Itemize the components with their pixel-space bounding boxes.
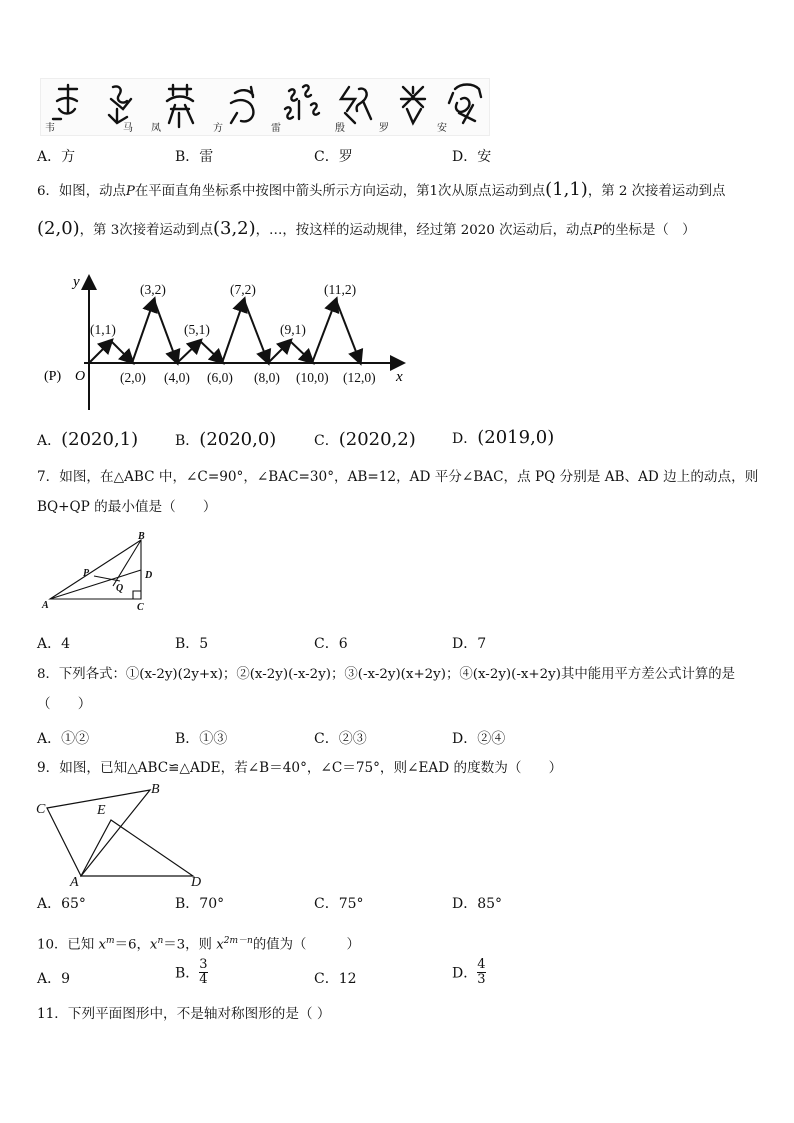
q9-option-d[interactable]: D．85° <box>452 896 503 912</box>
q6-zigzag-graph <box>40 268 410 416</box>
q9-option-c[interactable]: C．75° <box>314 896 364 912</box>
option-value: (2020,2) <box>338 429 416 450</box>
q6-text: 6．如图，动点 <box>37 184 126 199</box>
graph-point-label: (12,0) <box>343 370 376 385</box>
q5-option-d[interactable]: D．安 <box>452 149 492 165</box>
q10-exponent: n <box>157 936 164 946</box>
graph-point-label: (2,0) <box>120 370 146 385</box>
option-letter: B． <box>175 965 200 982</box>
label-p: P <box>83 568 90 579</box>
q6-option-b[interactable] <box>175 429 276 450</box>
fraction <box>477 958 485 987</box>
q6-point-label: P <box>592 223 602 238</box>
q10-text: ＝3，则 <box>163 937 217 953</box>
q6-point-2: (2,0) <box>37 218 80 239</box>
q6-option-d[interactable] <box>452 427 554 448</box>
right-angle-mark <box>133 591 141 599</box>
segment-bq <box>113 540 141 586</box>
q7-stem-line-1: 7．如图，在△ABC 中，∠C=90°，∠BAC=30°，AB=12，AD 平分∠BAC，点 PQ 分别是 AB、AD 边上的动点，则 <box>37 469 759 485</box>
triangle-ade <box>81 820 193 876</box>
q9-option-a[interactable]: A．65° <box>37 896 86 912</box>
q6-stem-line-1 <box>37 181 787 201</box>
q7-option-c[interactable]: C．6 <box>314 636 348 652</box>
q5-option-b[interactable]: B．雷 <box>175 149 214 165</box>
q7-figure-svg <box>40 528 170 616</box>
q7-option-b[interactable]: B．5 <box>175 636 209 652</box>
q10-var: x <box>149 937 158 953</box>
q6-option-a[interactable] <box>37 429 138 450</box>
q11-stem: 11．下列平面图形中，不是轴对称图形的是（ ） <box>37 1006 331 1022</box>
option-letter: D． <box>452 431 478 447</box>
option-value: (2020,1) <box>61 429 139 450</box>
graph-point-label: (9,1) <box>280 322 306 337</box>
option-value: (2020,0) <box>199 429 277 450</box>
q8-stem-line-1: 8．下列各式：①(x-2y)(2y+x)；②(x-2y)(-x-2y)；③(-x-2y)(x+2y)；④(x-2y)(-x+2y)其中能用平方差公式计算的是 <box>37 667 736 682</box>
label-b: B <box>151 782 160 797</box>
label-b: B <box>138 531 145 542</box>
fraction-denominator: 3 <box>477 972 486 987</box>
q10-text: ＝6， <box>114 937 150 953</box>
label-c: C <box>137 602 144 613</box>
q6-point-1: (1,1) <box>545 179 588 200</box>
q6-text: ，第 2 次接着运动到点 <box>587 184 726 199</box>
label-d: D <box>191 875 202 888</box>
glyph-caption: 安 <box>437 123 447 134</box>
q8-option-a[interactable]: A．①② <box>37 731 90 747</box>
q6-text: 的坐标是（ ） <box>601 223 696 238</box>
q10-var: x <box>98 937 107 953</box>
q9-figure-svg <box>33 778 213 888</box>
q10-exponent: 2m－n <box>223 936 253 946</box>
graph-point-label: (11,2) <box>324 282 357 297</box>
q10-text: 的值为（ ） <box>252 937 360 953</box>
ancient-glyph-image <box>41 79 489 135</box>
x-axis-label: x <box>396 369 403 385</box>
option-letter: B． <box>175 433 200 449</box>
q10-option-c[interactable]: C．12 <box>314 971 357 987</box>
q10-option-d[interactable] <box>452 958 486 987</box>
q10-stem <box>37 932 360 954</box>
q6-stem-line-2 <box>37 220 787 240</box>
label-e: E <box>97 803 106 818</box>
glyph-caption: 殷 <box>335 123 345 134</box>
origin-prefix: (P) <box>44 369 62 384</box>
q10-option-b[interactable] <box>175 958 208 987</box>
q6-text: ，…，按这样的运动规律，经过第 2020 次运动后，动点 <box>255 223 593 238</box>
label-a: A <box>70 875 79 888</box>
q6-point-3: (3,2) <box>212 218 256 239</box>
glyph-caption: 雷 <box>271 123 281 134</box>
q10-exponent: m <box>106 936 115 946</box>
label-c: C <box>36 802 46 817</box>
q6-graph-svg <box>40 268 410 416</box>
label-q: Q <box>116 583 124 594</box>
q7-option-a[interactable]: A．4 <box>37 636 71 652</box>
q9-stem: 9．如图，已知△ABC≌△ADE，若∠B＝40°，∠C＝75°，则∠EAD 的度数为（ ） <box>37 760 563 776</box>
q8-option-c[interactable]: C．②③ <box>314 731 367 747</box>
q6-text: ，第 3次接着运动到点 <box>79 223 213 238</box>
option-letter: C． <box>314 433 339 449</box>
graph-point-label: (4,0) <box>164 370 190 385</box>
option-letter: D． <box>452 965 478 982</box>
option-letter: A． <box>37 433 62 449</box>
glyph-caption: 马 <box>123 123 133 134</box>
q7-option-d[interactable]: D．7 <box>452 636 487 652</box>
q9-congruent-triangles-figure <box>33 778 213 888</box>
triangle-abc <box>50 540 141 599</box>
q10-text: 10．已知 <box>37 937 99 953</box>
q10-option-a[interactable]: A．9 <box>37 971 71 987</box>
graph-point-label: (5,1) <box>184 322 210 337</box>
q5-option-a[interactable]: A．方 <box>37 149 76 165</box>
q5-option-c[interactable]: C．罗 <box>314 149 353 165</box>
fraction <box>199 958 207 987</box>
bisector-ad <box>50 570 141 599</box>
fraction-numerator: 3 <box>199 957 208 972</box>
label-d: D <box>145 570 153 581</box>
fraction-numerator: 4 <box>477 957 486 972</box>
graph-point-label: (10,0) <box>296 370 329 385</box>
zigzag-path <box>89 300 360 363</box>
graph-point-label: (7,2) <box>230 282 256 297</box>
y-axis-label: y <box>73 274 80 290</box>
q6-option-c[interactable] <box>314 429 416 450</box>
q9-option-b[interactable]: B．70° <box>175 896 225 912</box>
q6-point-label: P <box>125 184 135 199</box>
q8-stem-line-2: （ ） <box>37 696 92 712</box>
q8-option-b[interactable]: B．①③ <box>175 731 228 747</box>
q7-stem-line-2: BQ+QP 的最小值是（ ） <box>37 499 217 515</box>
graph-point-label: (1,1) <box>90 322 116 337</box>
option-value: (2019,0) <box>477 427 555 448</box>
q10-var: x <box>216 937 224 953</box>
graph-point-label: (3,2) <box>140 282 166 297</box>
glyph-caption: 凤 <box>151 123 161 134</box>
glyph-caption: 罗 <box>379 123 389 134</box>
glyph-caption: 韦 <box>45 123 55 134</box>
q6-text: 在平面直角坐标系中按图中箭头所示方向运动，第1次从原点运动到点 <box>134 184 546 199</box>
graph-point-label: (8,0) <box>254 370 280 385</box>
origin-label: O <box>75 369 86 384</box>
ancient-glyph-strip <box>40 78 490 136</box>
glyph-caption: 方 <box>213 123 223 134</box>
q7-triangle-figure <box>40 528 170 616</box>
label-a: A <box>42 600 49 611</box>
graph-point-label: (6,0) <box>207 370 233 385</box>
fraction-denominator: 4 <box>199 972 208 987</box>
q8-option-d[interactable]: D．②④ <box>452 731 506 747</box>
